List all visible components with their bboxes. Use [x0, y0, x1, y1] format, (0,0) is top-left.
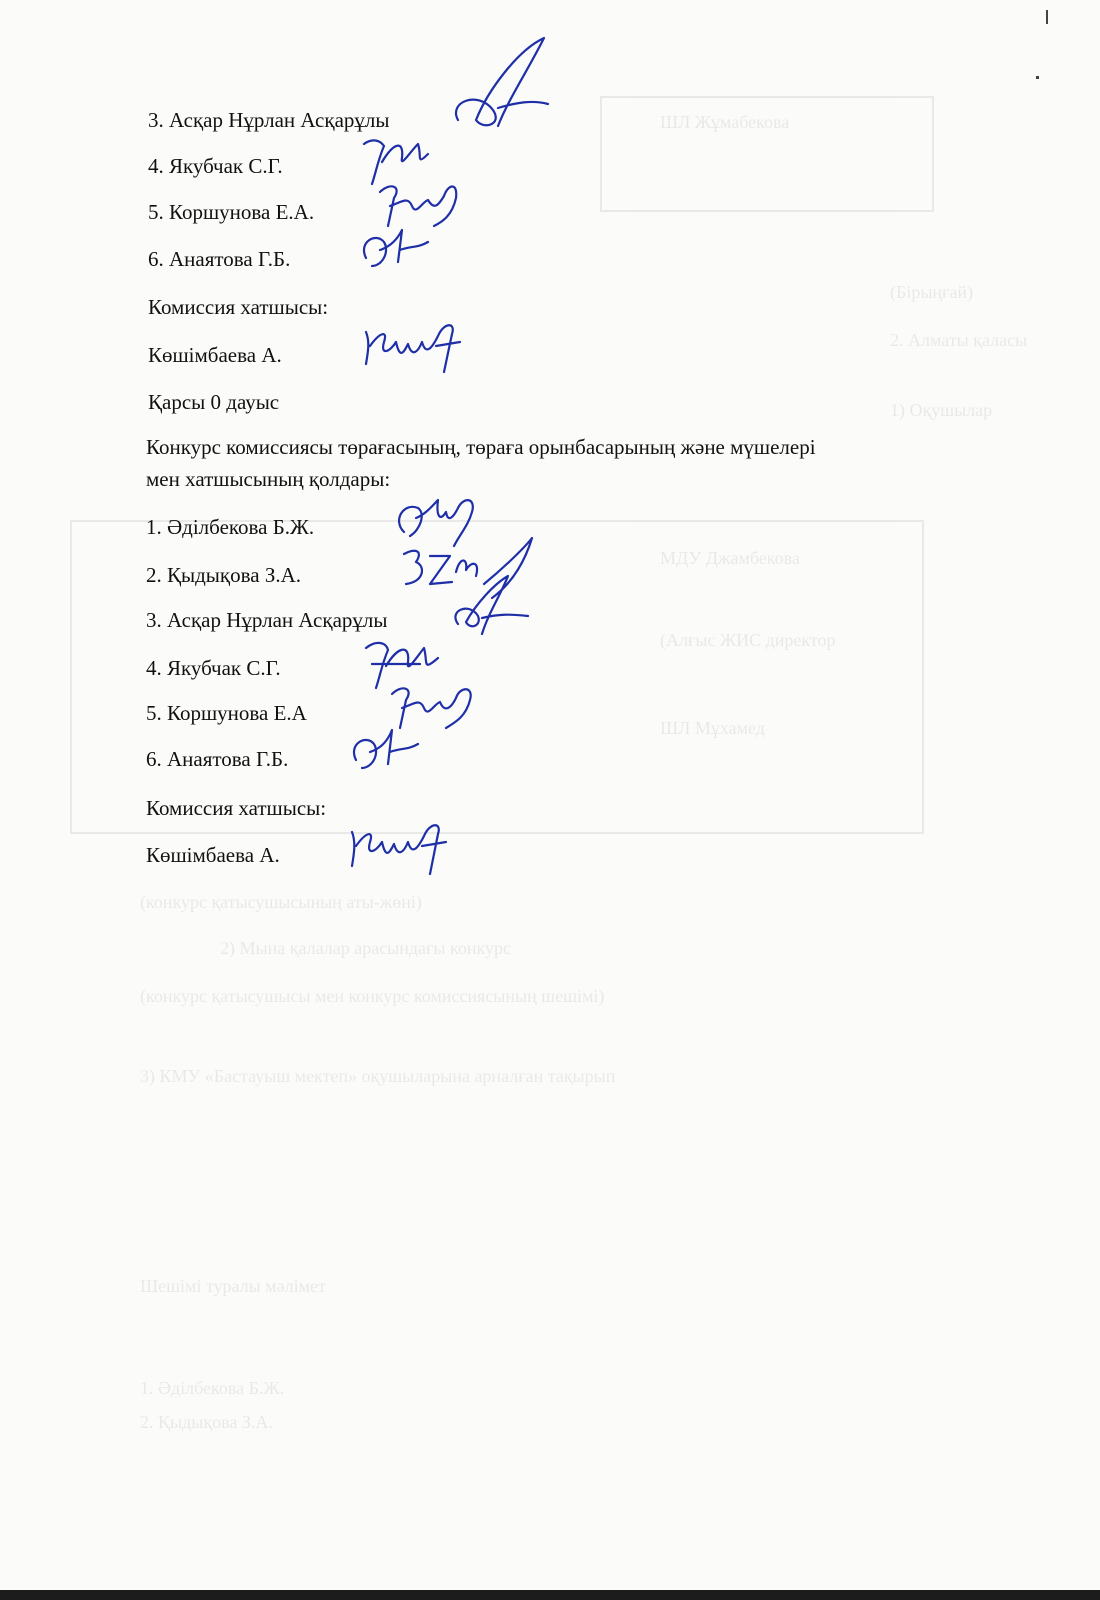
- member-4-name: 4. Якубчак С.Г.: [146, 656, 281, 680]
- signature-icon: [344, 720, 424, 780]
- signature-icon: [446, 570, 536, 642]
- secretary-heading: Комиссия хатшысы:: [148, 295, 329, 319]
- signature-icon: [448, 30, 558, 140]
- secretary-name: Көшімбаева А.: [148, 343, 282, 367]
- member-4-name: 4. Якубчак С.Г.: [148, 154, 283, 178]
- member-3-name: 3. Асқар Нұрлан Асқарұлы: [146, 608, 388, 632]
- member-3-name: 3. Асқар Нұрлан Асқарұлы: [148, 108, 390, 132]
- member-6-name: 6. Анаятова Г.Б.: [148, 247, 291, 271]
- signature-icon: [346, 808, 452, 880]
- member-1-name: 1. Әділбекова Б.Ж.: [146, 515, 315, 539]
- bleed-through-background: ШЛ Жұмабекова (Бірыңғай) 2. Алматы қаласы 1) Оқушылар МДУ Джамбекова (Алғыс ЖИС директор ШЛ Мұхамед (конкурс қатысушысының аты-жөні) 2) Мына қалалар арасындағы конкурс (конкурс қатысушысы мен конкурс комиссиясының шешімі) 3) КМУ «Бастауыш мектеп» оқушыларына арналған тақырып Шешімі туралы мәлімет 1. Әділбекова Б.Ж. 2. Қыдықова З.А.: [0, 0, 1100, 1600]
- member-5-name: 5. Коршунова Е.А.: [148, 200, 315, 224]
- member-2-name: 2. Қыдықова З.А.: [146, 563, 302, 587]
- scan-bottom-edge: [0, 1590, 1100, 1600]
- secretary-name: Көшімбаева А.: [146, 843, 280, 867]
- signature-icon: [360, 312, 466, 378]
- secretary-heading: Комиссия хатшысы:: [146, 796, 327, 820]
- scan-mark: [1046, 10, 1048, 24]
- scan-mark: [1036, 76, 1039, 79]
- signatures-intro-continued: мен хатшысының қолдары:: [146, 467, 391, 491]
- signature-icon: [354, 222, 434, 278]
- votes-against: Қарсы 0 дауыс: [148, 390, 280, 414]
- signatures-intro: Конкурс комиссиясы төрағасының, төраға орынбасарының және мүшелері: [146, 435, 816, 459]
- member-6-name: 6. Анаятова Г.Б.: [146, 747, 289, 771]
- member-5-name: 5. Коршунова Е.А: [146, 701, 307, 725]
